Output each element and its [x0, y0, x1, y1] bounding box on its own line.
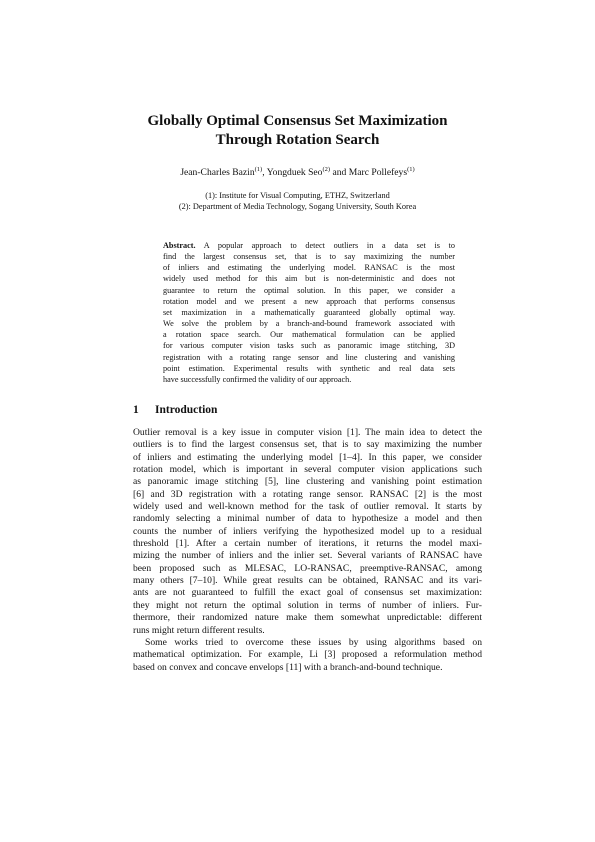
abstract-line [163, 240, 455, 251]
body-line: thermore, their randomized nature make them somewhat unpredictable: different [133, 612, 482, 624]
abstract-line: We solve the problem by a branch-and-bound framework associated with [163, 319, 455, 329]
affiliation-2: (2): Department of Media Technology, Sogang University, South Korea [178, 202, 417, 211]
author-pollefeys: Marc Pollefeys [348, 167, 408, 178]
body-line: threshold [1]. After a certain number of iterations, it returns the model maxi- [133, 538, 482, 550]
author-separator: , [262, 167, 267, 178]
abstract-line: a rotation space search. Our mathematical formulation can be applied [163, 330, 455, 340]
section-heading-introduction [133, 403, 463, 417]
body-line: as panoramic image stitching [5], line clustering and vanishing point estimation [133, 476, 482, 488]
body-line: randomly selecting a minimal number of data to hypothesize a model and then [133, 513, 482, 525]
abstract-line: for various computer vision tasks such as panoramic image stitching, 3D [163, 341, 455, 351]
abstract-line: guarantee to return the optimal solution. In this paper, we consider a [163, 285, 455, 295]
body-line: runs might return different results. [133, 624, 265, 636]
author-seo-affil-mark: (2) [322, 165, 331, 173]
abstract-line: rotation model and we present a new approach that performs consensus [163, 296, 455, 306]
body-line: they might not return the optimal solution in terms of number of inliers. Fur- [133, 599, 482, 611]
affiliations [80, 190, 515, 212]
author-separator: and [330, 167, 349, 178]
abstract-line: set maximization in a mathematically guaranteed globally optimal way. [163, 307, 455, 317]
body-line: outliers is to find the largest consensus set, that is to say maximizing the number [133, 439, 482, 451]
body-line: counts the number of inliers verifying the hypothesized model up to a residual [133, 525, 482, 537]
section-title: Introduction [155, 404, 218, 416]
abstract-line: registration with a rotating range sensor and line clustering and vanishing [163, 352, 455, 362]
body-line: Some works tried to overcome these issues by using algorithms based on [145, 636, 482, 648]
introduction-body [133, 427, 482, 674]
author-list [80, 167, 515, 179]
abstract-line: point estimation. Experimental results with synthetic and real data sets [163, 363, 455, 373]
body-line: been proposed such as MLESAC, LO-RANSAC, preemptive-RANSAC, among [133, 562, 482, 574]
abstract-line: of inliers and estimating the underlying model. RANSAC is the most [163, 263, 455, 273]
body-line: [6] and 3D registration with a rotating range sensor. RANSAC [2] is the most [133, 488, 482, 500]
body-line: rotation model, which is important in several computer vision applications such [133, 464, 482, 476]
author-pollefeys-affil-mark: (1) [407, 165, 415, 173]
body-line: mathematical optimization. For example, Li [3] proposed a reformulation method [133, 649, 482, 661]
body-line: based on convex and concave envelops [11] with a branch-and-bound technique. [133, 661, 443, 673]
body-line: ants are not guaranteed to fulfill the exact goal of consensus set maximization: [133, 587, 482, 599]
body-line: of inliers and estimating the underlying model [1–4]. In this paper, we consider [133, 451, 482, 463]
title-line-1: Globally Optimal Consensus Set Maximization [147, 113, 448, 129]
title-line-2: Through Rotation Search [215, 132, 380, 148]
affiliation-1: (1): Institute for Visual Computing, ETHZ, Switzerland [205, 191, 390, 200]
section-number: 1 [133, 404, 139, 416]
abstract [163, 240, 455, 385]
body-line: many others [7–10]. While great results can be obtained, RANSAC and its vari- [133, 575, 482, 587]
author-seo: Yongduek Seo [266, 167, 323, 178]
paper-title [100, 112, 495, 150]
author-bazin-affil-mark: (1) [254, 165, 263, 173]
abstract-heading: Abstract. [163, 241, 196, 250]
author-bazin: Jean-Charles Bazin [180, 167, 255, 178]
abstract-line: find the largest consensus set, that is to say maximizing the number [163, 252, 455, 262]
body-line: Outlier removal is a key issue in computer vision [1]. The main idea to detect the [133, 427, 482, 438]
body-line: mizing the number of inliers and the inlier set. Several variants of RANSAC have [133, 550, 482, 562]
abstract-line: widely used method for this aim but is non-deterministic and does not [163, 274, 455, 284]
body-line: widely used and well-known method for the task of outlier removal. It starts by [133, 501, 482, 513]
abstract-line-text: A popular approach to detect outliers in a data set is to [203, 241, 455, 250]
abstract-line: have successfully confirmed the validity of our approach. [163, 374, 352, 384]
